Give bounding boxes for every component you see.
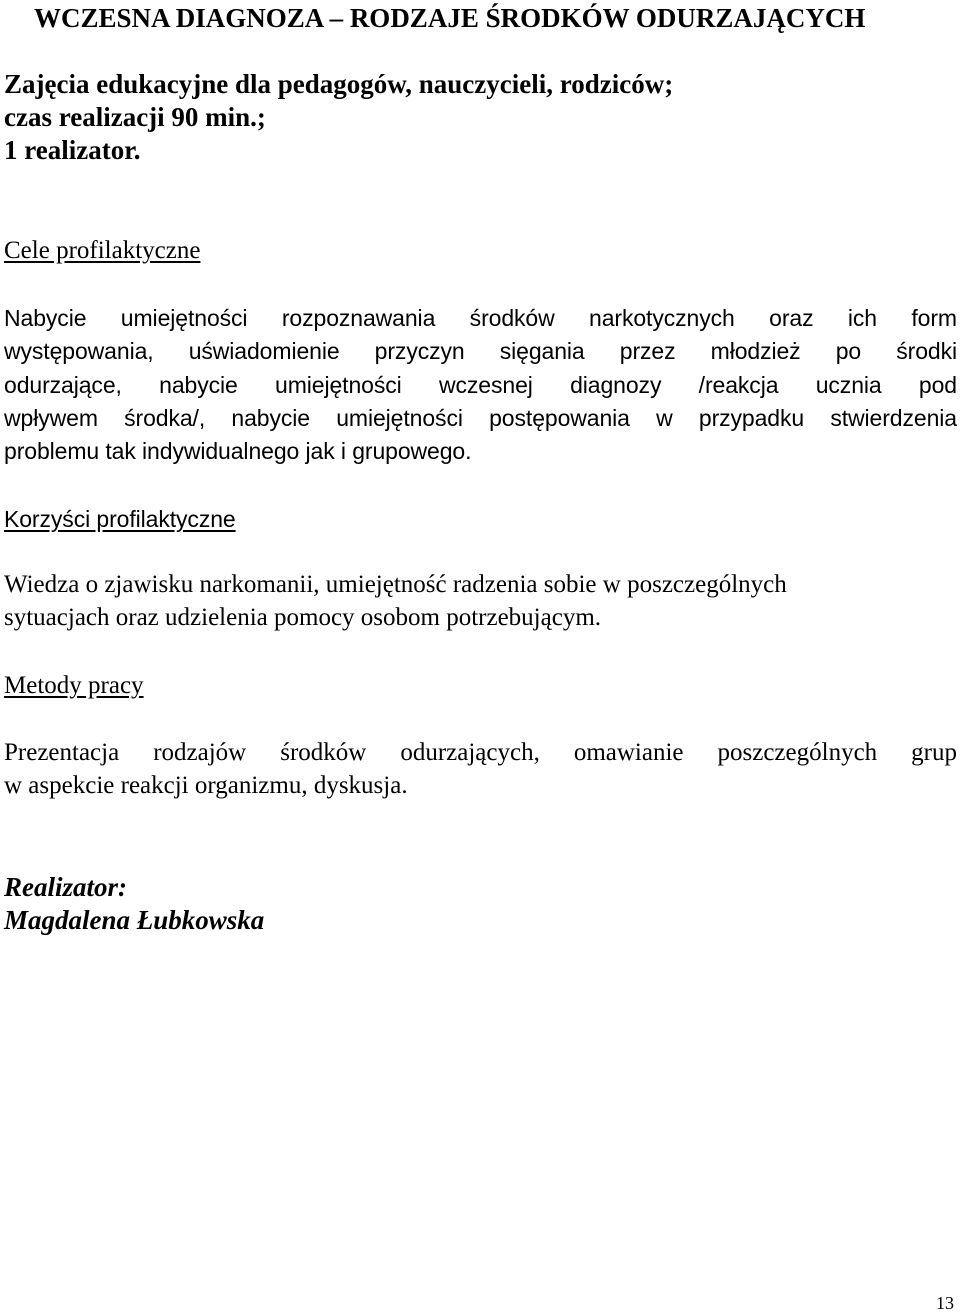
paragraph-line: w aspekcie reakcji organizmu, dyskusja.	[4, 772, 408, 800]
page-number: 13	[936, 1293, 954, 1313]
paragraph-line: Prezentacja rodzajów środków odurzających, omawianie poszczególnych grup	[4, 739, 957, 766]
realizator-block	[4, 871, 264, 937]
paragraph-line: występowania, uświadomienie przyczyn sięgania przez młodzież po środki	[4, 338, 957, 365]
paragraph-line: odurzające, nabycie umiejętności wczesnej diagnozy /reakcja ucznia pod	[4, 371, 957, 398]
paragraph-line: problemu tak indywidualnego jak i grupowego.	[4, 438, 472, 465]
realizator-label: Realizator:	[4, 872, 128, 902]
realizator-name: Magdalena Łubkowska	[4, 905, 265, 935]
session-info-line: Zajęcia edukacyjne dla pedagogów, nauczycieli, rodziców;	[4, 69, 674, 99]
paragraph-line: Wiedza o zjawisku narkomanii, umiejętność radzenia sobie w poszczególnych	[4, 571, 787, 598]
session-info-line: czas realizacji 90 min.;	[4, 102, 266, 132]
section-body-methods	[4, 736, 957, 803]
document-title: WCZESNA DIAGNOZA – RODZAJE ŚRODKÓW ODURZAJĄCYCH	[34, 3, 866, 33]
session-info	[4, 68, 673, 167]
section-heading-benefits: Korzyści profilaktyczne	[4, 506, 236, 532]
session-info-line: 1 realizator.	[4, 135, 141, 165]
section-heading-methods: Metody pracy	[4, 672, 144, 699]
paragraph-line: wpływem środka/, nabycie umiejętności postępowania w przypadku stwierdzenia	[4, 404, 957, 431]
paragraph-line: sytuacjach oraz udzielenia pomocy osobom potrzebującym.	[4, 604, 602, 632]
section-body-benefits	[4, 568, 957, 635]
section-body-goals	[4, 302, 957, 468]
section-heading-goals: Cele profilaktyczne	[4, 237, 201, 264]
paragraph-line: Nabycie umiejętności rozpoznawania środków narkotycznych oraz ich form	[4, 305, 957, 331]
